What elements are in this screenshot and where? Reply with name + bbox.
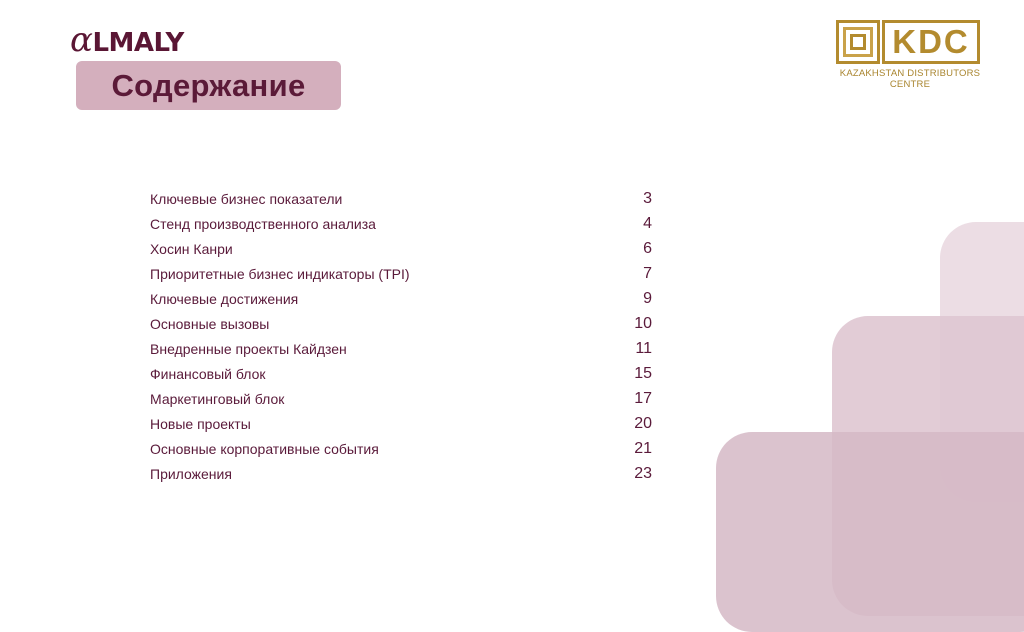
toc-item[interactable]	[150, 211, 652, 236]
toc-label: Приоритетные бизнес индикаторы (TPI)	[150, 265, 410, 282]
toc-page-number: 21	[634, 439, 652, 457]
kdc-name: KDC	[882, 20, 980, 64]
kdc-subtitle-line1: KAZAKHSTAN DISTRIBUTORS	[839, 68, 981, 79]
toc-item[interactable]	[150, 286, 652, 311]
toc-page-number: 11	[635, 339, 652, 357]
toc-label: Приложения	[150, 465, 232, 482]
page-title: Содержание	[111, 67, 306, 103]
toc-page-number: 3	[643, 189, 652, 207]
decorative-shape-3	[716, 432, 1024, 632]
toc-item[interactable]	[150, 361, 652, 386]
toc-page-number: 20	[634, 414, 652, 432]
toc-page-number: 7	[643, 264, 652, 282]
toc-item[interactable]	[150, 336, 652, 361]
toc-page-number: 10	[634, 314, 652, 332]
kdc-subtitle-line2: CENTRE	[889, 79, 931, 90]
toc-label: Внедренные проекты Кайдзен	[150, 340, 347, 357]
toc-page-number: 4	[643, 214, 652, 232]
almaly-logo-text: LMALY	[92, 28, 184, 58]
toc-page-number: 15	[634, 364, 652, 382]
almaly-logo	[70, 20, 184, 60]
toc-label: Маркетинговый блок	[150, 390, 285, 407]
toc-item[interactable]	[150, 386, 652, 411]
toc-page-number: 23	[634, 464, 652, 482]
table-of-contents	[150, 186, 652, 486]
toc-item[interactable]	[150, 436, 652, 461]
toc-label: Ключевые бизнес показатели	[150, 190, 343, 207]
toc-item[interactable]	[150, 236, 652, 261]
toc-page-number: 17	[634, 389, 652, 407]
toc-page-number: 6	[643, 239, 652, 257]
kdc-logo	[836, 20, 986, 92]
toc-page-number: 9	[643, 289, 652, 307]
kdc-frame-core	[850, 34, 866, 50]
toc-label: Основные вызовы	[150, 315, 270, 332]
toc-item[interactable]	[150, 186, 652, 211]
toc-label: Основные корпоративные события	[150, 440, 379, 457]
toc-label: Новые проекты	[150, 415, 251, 432]
almaly-logo-glyph: α	[70, 20, 93, 60]
toc-item[interactable]	[150, 311, 652, 336]
toc-item[interactable]	[150, 411, 652, 436]
toc-label: Финансовый блок	[150, 365, 266, 382]
toc-item[interactable]	[150, 461, 652, 486]
toc-label: Стенд производственного анализа	[150, 215, 376, 232]
toc-label: Ключевые достижения	[150, 290, 299, 307]
toc-item[interactable]	[150, 261, 652, 286]
toc-label: Хосин Канри	[150, 240, 233, 257]
title-banner	[76, 61, 341, 110]
